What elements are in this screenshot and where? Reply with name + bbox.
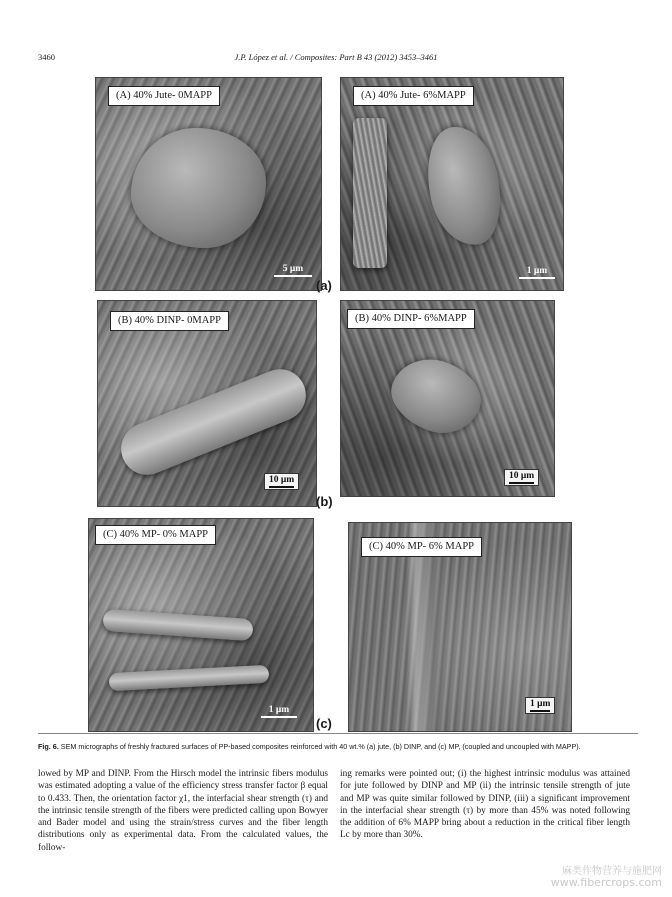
- scale-bar-line: [269, 486, 294, 488]
- panel-label: (C) 40% MP- 6% MAPP: [361, 537, 482, 557]
- caption-prefix: Fig. 6.: [38, 742, 59, 751]
- fiber-strand-shape: [102, 609, 253, 641]
- fibril-strands: [353, 118, 387, 268]
- scale-bar: [274, 264, 312, 277]
- scale-bar-line: [519, 277, 555, 279]
- micrograph-c-6mapp: [348, 522, 572, 732]
- caption-rule: [38, 733, 638, 734]
- elongated-fiber-shape: [113, 361, 313, 482]
- panel-label: (A) 40% Jute- 0MAPP: [108, 86, 220, 106]
- fiber-bundle-shape: [131, 128, 266, 248]
- scale-bar: [261, 705, 297, 718]
- scale-bar-text: 10 μm: [269, 475, 295, 485]
- micrograph-c-0mapp: [88, 518, 314, 732]
- scale-bar-text: 1 μm: [268, 705, 290, 715]
- scale-bar-line: [530, 710, 550, 712]
- watermark-title: 麻类作物营养与施肥网: [562, 866, 662, 877]
- panel-label: (B) 40% DINP- 6%MAPP: [347, 309, 475, 329]
- scale-bar-line: [274, 275, 312, 277]
- scale-bar: [525, 697, 555, 714]
- micrograph-a-0mapp: [95, 77, 322, 291]
- micrograph-b-0mapp: [97, 300, 317, 507]
- row-label-a: (a): [316, 278, 332, 293]
- row-label-c: (c): [316, 716, 332, 731]
- page-number: 3460: [38, 52, 55, 62]
- scale-bar-line: [261, 716, 297, 718]
- panel-label: (A) 40% Jute- 6%MAPP: [353, 86, 474, 106]
- scale-bar: [504, 469, 539, 486]
- fiber-strand-shape: [109, 665, 270, 691]
- fiber-fragment-shape: [417, 120, 510, 252]
- scale-bar: [519, 266, 555, 279]
- row-label-b: (b): [316, 494, 333, 509]
- micrograph-b-6mapp: [340, 300, 555, 497]
- figure-caption: [38, 742, 638, 752]
- watermark-url: www.fibercrops.com: [550, 876, 662, 889]
- scale-bar-text: 5 μm: [282, 264, 304, 274]
- scale-bar-text: 1 μm: [530, 699, 551, 709]
- scale-bar: [264, 473, 299, 490]
- scale-bar-line: [509, 482, 534, 484]
- panel-label: (C) 40% MP- 0% MAPP: [95, 525, 216, 545]
- scale-bar-text: 10 μm: [509, 471, 535, 481]
- micrograph-a-6mapp: [340, 77, 564, 291]
- body-text-right-column: ing remarks were pointed out; (i) the highest intrinsic modulus was attained for jute followed by DINP and MP (ii) the intrinsic tensile strength of jute and MP was quite similar followed by DINP, (iii) a significant improvement in the interfacial shear strength (τ) by more than 45% was noted following the addition of 6% MAPP bring about a reduction in the critical fiber length Lc by more than 30%.: [340, 769, 630, 841]
- matrix-fragment-shape: [382, 348, 491, 445]
- scale-bar-text: 1 μm: [526, 266, 548, 276]
- body-text-left-column: lowed by MP and DINP. From the Hirsch model the intrinsic fibers modulus was estimated adopting a value of the efficiency stress transfer factor β equal to 0.433. Then, the orientation factor χ1, the interfacial shear strength (τ) and the intrinsic tensile strength of the fibers were predicted calling upon Bowyer and Bader model and using the strain/stress curves and the fiber length distributions only as experimental data. From the calculated values, the follow-: [38, 769, 328, 853]
- running-header: J.P. López et al. / Composites: Part B 43 (2012) 3453–3461: [234, 52, 438, 62]
- caption-text: SEM micrographs of freshly fractured surfaces of PP-based composites reinforced with 40 wt.% (a) jute, (b) DINP, and (c) MP, (coupled and uncoupled with MAPP).: [58, 742, 581, 751]
- panel-label: (B) 40% DINP- 0MAPP: [110, 311, 229, 331]
